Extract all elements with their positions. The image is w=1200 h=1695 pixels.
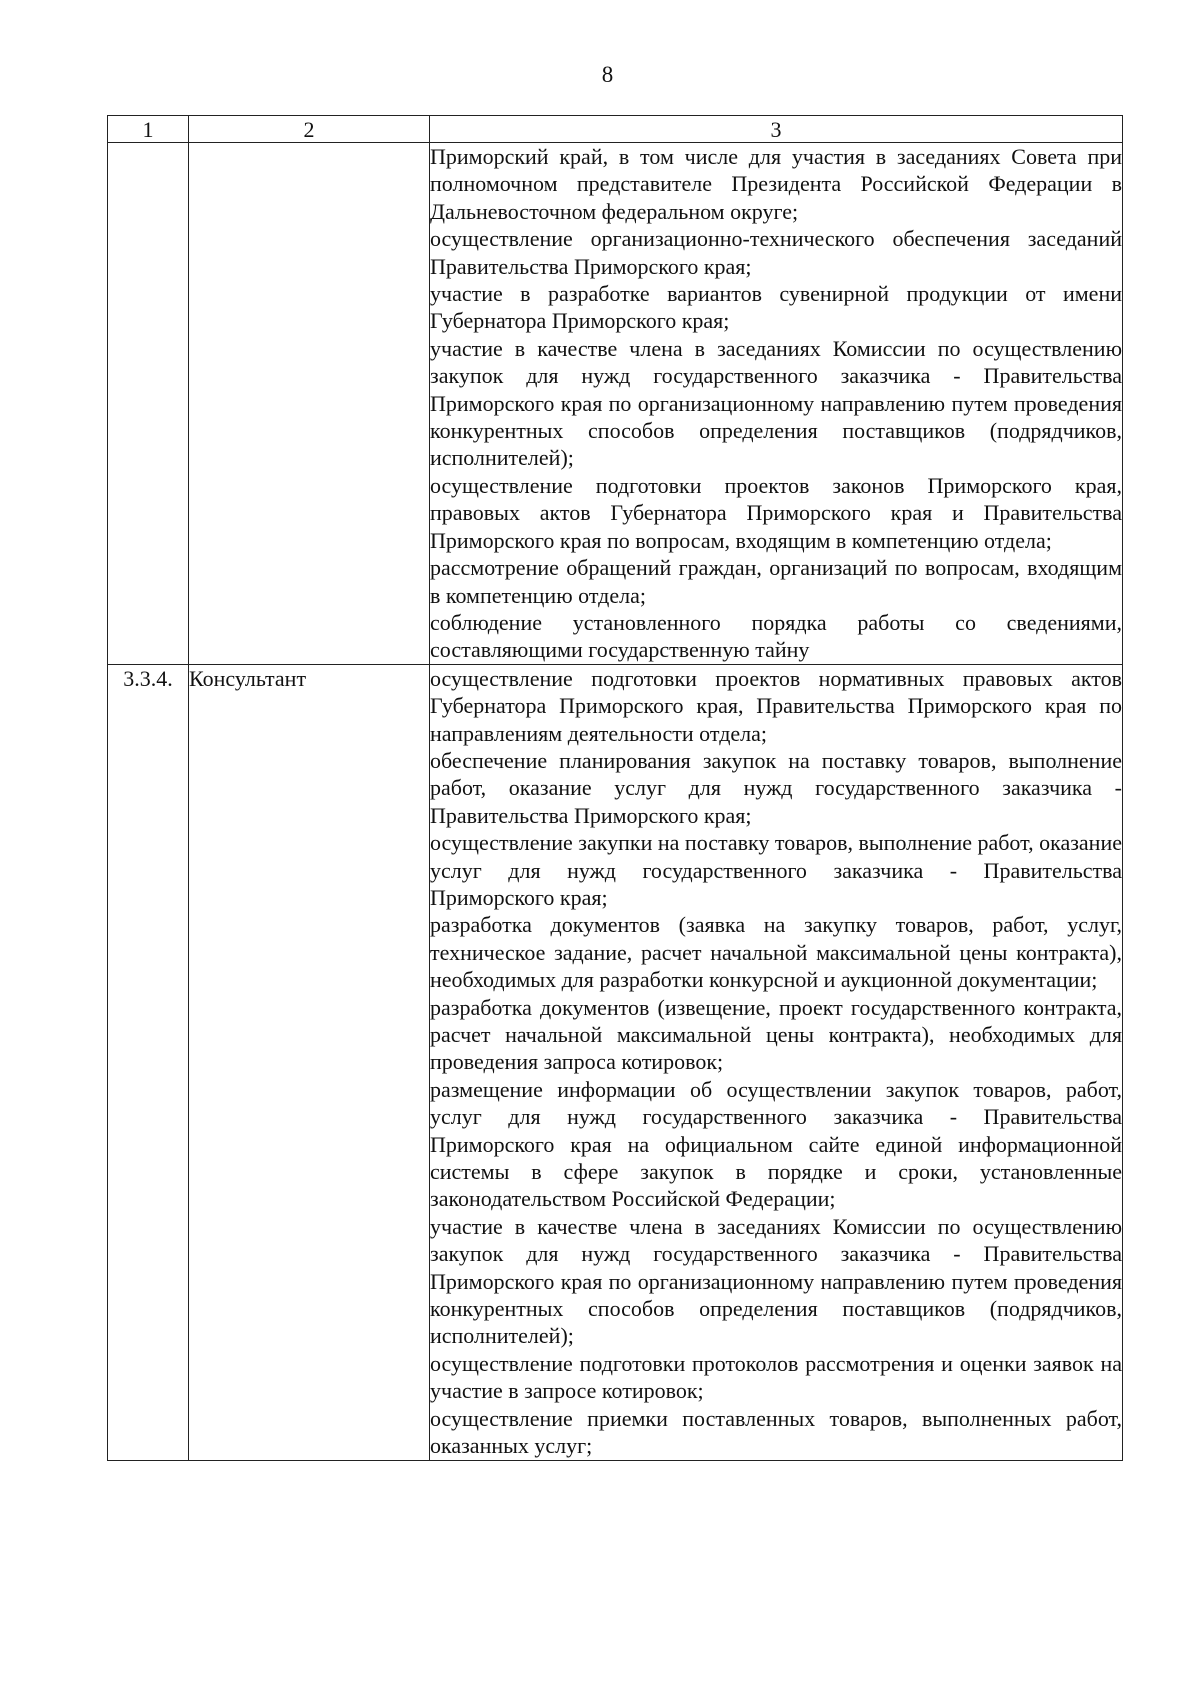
duties-cell: [430, 664, 1123, 1460]
row-number: [108, 143, 189, 665]
table-row: [108, 143, 1123, 665]
duty-item: участие в качестве члена в заседаниях Комиссии по осуществлению закупок для нужд государственного заказчика - Правительства Приморского края по организационному направлению путем проведения конкурентных способов определения поставщиков (подрядчиков, исполнителей);: [430, 335, 1122, 471]
duty-item: осуществление закупки на поставку товаров, выполнение работ, оказание услуг для нужд государственного заказчика - Правительства Приморского края;: [430, 830, 1122, 910]
header-col-1: 1: [108, 116, 189, 143]
duty-item: осуществление подготовки проектов законов Приморского края, правовых актов Губернатора Приморского края и Правительства Приморского края по вопросам, входящим в компетенцию отдела;: [430, 472, 1122, 553]
duty-item: осуществление подготовки протоколов рассмотрения и оценки заявок на участие в запросе котировок;: [430, 1350, 1122, 1404]
duty-item: Приморский край, в том числе для участия в заседаниях Совета при полномочном представителе Президента Российской Федерации в Дальневосточном федеральном округе;: [430, 144, 1122, 224]
duty-item: осуществление приемки поставленных товаров, выполненных работ, оказанных услуг;: [430, 1405, 1122, 1459]
header-col-2: 2: [189, 116, 430, 143]
duty-item: соблюдение установленного порядка работы со сведениями, составляющими государственную тайну: [430, 609, 1122, 663]
table-row: [108, 664, 1123, 1460]
duty-item: обеспечение планирования закупок на поставку товаров, выполнение работ, оказание услуг для нужд государственного заказчика - Правительства Приморского края;: [430, 747, 1122, 828]
duty-item: осуществление организационно-технического обеспечения заседаний Правительства Приморского края;: [430, 226, 1122, 279]
duty-item: разработка документов (извещение, проект государственного контракта, расчет начальной максимальной цены контракта), необходимых для проведения запроса котировок;: [430, 994, 1122, 1075]
duty-item: участие в качестве члена в заседаниях Комиссии по осуществлению закупок для нужд государственного заказчика - Правительства Приморского края по организационному направлению путем проведения конкурентных способов определения поставщиков (подрядчиков, исполнителей);: [430, 1213, 1122, 1349]
row-number: 3.3.4.: [108, 664, 189, 1460]
position-title: [189, 143, 430, 665]
duty-item: участие в разработке вариантов сувенирной продукции от имени Губернатора Приморского края;: [430, 281, 1122, 334]
header-col-3: 3: [430, 116, 1123, 143]
duty-item: размещение информации об осуществлении закупок товаров, работ, услуг для нужд государственного заказчика - Правительства Приморского края на официальном сайте единой информационной системы в сфере закупок в порядке и сроки, установленные законодательством Российской Федерации;: [430, 1076, 1122, 1212]
duties-cell: [430, 143, 1123, 665]
table-header-row: [108, 116, 1123, 143]
page-number: 8: [601, 62, 614, 87]
duty-item: осуществление подготовки проектов нормативных правовых актов Губернатора Приморского края, Правительства Приморского края по направлениям деятельности отдела;: [430, 665, 1122, 746]
duty-item: рассмотрение обращений граждан, организаций по вопросам, входящим в компетенцию отдела;: [430, 555, 1122, 608]
position-title: Консультант: [189, 664, 430, 1460]
duty-item: разработка документов (заявка на закупку товаров, работ, услуг, техническое задание, расчет начальной максимальной цены контракта), необходимых для разработки конкурсной и аукционной документации;: [430, 912, 1122, 993]
duties-table: [107, 115, 1123, 1461]
